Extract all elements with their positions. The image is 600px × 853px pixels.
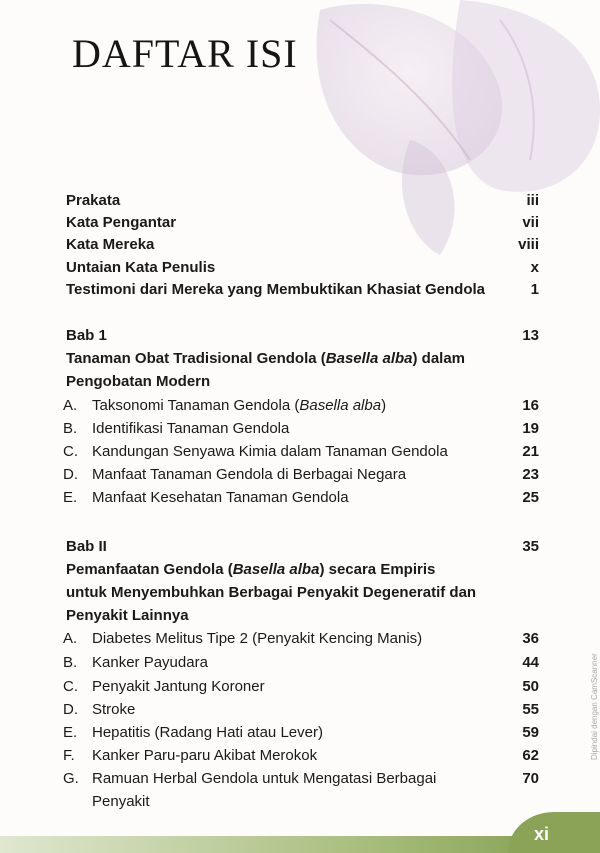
section-letter: E.	[63, 724, 78, 741]
section-page: 19	[522, 420, 539, 437]
scanner-text: Dipindai dengan CamScanner	[590, 653, 599, 760]
section-label: Hepatitis (Radang Hati atau Lever)	[92, 724, 323, 741]
section-letter: D.	[63, 701, 78, 718]
chapter-title-italic: Basella alba	[232, 561, 320, 578]
toc-section[interactable]	[0, 745, 600, 767]
section-letter: A.	[63, 397, 78, 414]
toc-section[interactable]	[0, 628, 600, 650]
scanner-watermark	[578, 650, 599, 760]
section-label: Diabetes Melitus Tipe 2 (Penyakit Kencing Manis)	[92, 630, 423, 647]
chapter-title	[0, 559, 600, 581]
chapter-title-italic: Basella alba	[325, 350, 413, 367]
toc-entry-label: Kata Mereka	[66, 236, 155, 253]
section-page: 62	[522, 747, 539, 764]
toc-section[interactable]	[0, 652, 600, 674]
chapter-title-text: Tanaman Obat Tradisional Gendola (	[66, 350, 326, 367]
section-label: Kanker Paru-paru Akibat Merokok	[92, 747, 318, 764]
chapter-title	[0, 348, 600, 370]
section-letter: A.	[63, 630, 78, 647]
chapter-title-text: ) dalam	[412, 350, 466, 367]
section-letter: E.	[63, 489, 78, 506]
section-label-italic: Basella alba	[299, 397, 382, 414]
chapter-page: 13	[522, 327, 539, 344]
toc-entry-label: Prakata	[66, 192, 121, 209]
toc-section[interactable]	[0, 395, 600, 417]
toc-entry[interactable]	[0, 234, 600, 256]
toc-section[interactable]	[0, 487, 600, 509]
toc-section[interactable]	[0, 699, 600, 721]
section-page: 23	[522, 466, 539, 483]
chapter-page: 35	[522, 538, 539, 555]
section-letter: D.	[63, 466, 78, 483]
section-page: 50	[522, 678, 539, 695]
page-number: xi	[534, 824, 550, 844]
section-page: 59	[522, 724, 539, 741]
toc-entry[interactable]	[0, 212, 600, 234]
section-page: 36	[522, 630, 539, 647]
toc-entry-label: Testimoni dari Mereka yang Membuktikan Khasiat Gendola	[66, 281, 485, 298]
toc-section[interactable]	[0, 464, 600, 486]
toc-section[interactable]	[0, 441, 600, 463]
toc-entry[interactable]	[0, 190, 600, 212]
chapter-title-text: ) secara Empiris	[319, 561, 436, 578]
page-title: DAFTAR ISI	[72, 31, 298, 76]
section-label: Manfaat Kesehatan Tanaman Gendola	[92, 489, 349, 506]
chapter-title	[0, 371, 600, 393]
section-letter: C.	[63, 678, 78, 695]
section-label: Kanker Payudara	[92, 654, 208, 671]
chapter-label: Bab 1	[66, 327, 107, 344]
toc-section[interactable]	[0, 768, 600, 790]
section-label: Stroke	[92, 701, 136, 718]
section-label: Manfaat Tanaman Gendola di Berbagai Negara	[92, 466, 407, 483]
section-label: )	[381, 397, 387, 414]
section-label: Ramuan Herbal Gendola untuk Mengatasi Berbagai	[92, 770, 437, 787]
section-label: Penyakit Jantung Koroner	[92, 678, 265, 695]
chapter-title	[0, 605, 600, 627]
section-page: 21	[522, 443, 539, 460]
chapter-label: Bab II	[66, 538, 107, 555]
toc-section[interactable]	[0, 676, 600, 698]
chapter-title-text: Penyakit Lainnya	[66, 607, 189, 624]
toc-entry[interactable]	[0, 257, 600, 279]
section-page: 55	[522, 701, 539, 718]
toc-section[interactable]	[0, 722, 600, 744]
section-label: Penyakit	[92, 793, 150, 810]
section-letter: G.	[63, 770, 79, 787]
section-label: Kandungan Senyawa Kimia dalam Tanaman Gendola	[92, 443, 448, 460]
section-page: 16	[522, 397, 539, 414]
chapter-heading[interactable]	[0, 536, 600, 558]
section-letter: B.	[63, 420, 78, 437]
toc-section[interactable]	[0, 418, 600, 440]
section-page: 70	[522, 770, 539, 787]
section-page: 44	[522, 654, 539, 671]
toc-entry-page: 1	[530, 281, 539, 298]
section-label: Taksonomi Tanaman Gendola (	[92, 397, 300, 414]
section-letter: C.	[63, 443, 78, 460]
chapter-title-text: Pemanfaatan Gendola (	[66, 561, 233, 578]
section-letter: B.	[63, 654, 78, 671]
chapter-title-text: Pengobatan Modern	[66, 373, 211, 390]
chapter-heading[interactable]	[0, 325, 600, 347]
section-page: 25	[522, 489, 539, 506]
chapter-title	[0, 582, 600, 604]
section-letter: F.	[63, 747, 75, 764]
toc-section-continued	[0, 791, 600, 813]
toc-entry-page: iii	[526, 192, 539, 209]
toc-entry-page: x	[530, 259, 539, 276]
toc-entry-label: Untaian Kata Penulis	[66, 259, 216, 276]
toc-entry-page: viii	[518, 236, 539, 253]
toc-entry-label: Kata Pengantar	[66, 214, 177, 231]
chapter-title-text: untuk Menyembuhkan Berbagai Penyakit Degeneratif dan	[66, 584, 477, 601]
toc-entry[interactable]	[0, 279, 600, 301]
toc-entry-page: vii	[522, 214, 539, 231]
page-number-tab	[508, 812, 600, 853]
section-label: Identifikasi Tanaman Gendola	[92, 420, 290, 437]
